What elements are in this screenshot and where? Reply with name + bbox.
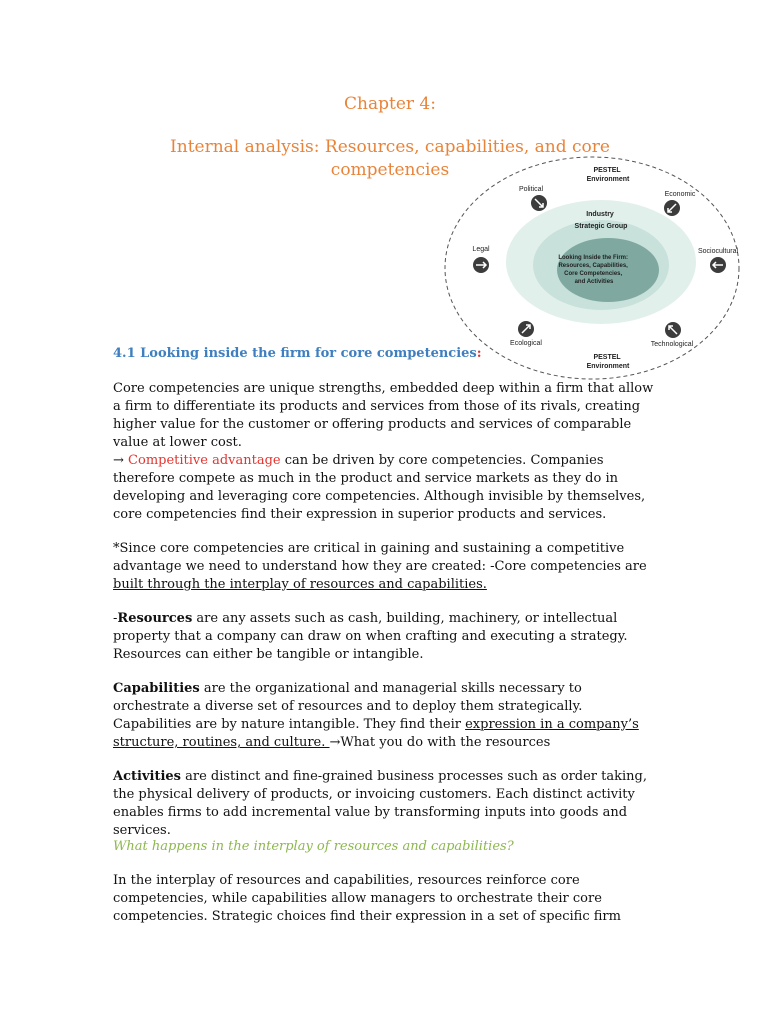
outer-bottom-label-line1: PESTEL — [593, 354, 621, 361]
chapter-subtitle: Internal analysis: Resources, capabilities, and core competencies — [170, 137, 610, 180]
section-heading-text: 4.1 Looking inside the firm for core competencies — [113, 346, 477, 361]
outer-bottom-label-line2: Environment — [586, 363, 630, 370]
capabilities-underlined: expression in a company’s structure, routines, and culture. — [113, 717, 639, 750]
capabilities-paragraph — [113, 680, 658, 752]
factor-legal-label: Legal — [472, 246, 490, 253]
activities-term: Activities — [113, 769, 181, 784]
factor-technological-label: Technological — [650, 341, 694, 348]
resources-term: Resources — [117, 611, 193, 626]
creation-underlined: built through the interplay of resources and capabilities. — [113, 577, 487, 592]
chapter-title: Chapter 4: — [344, 94, 436, 114]
capabilities-text: are the organizational and managerial skills necessary to orchestrate a diverse set of resources and to deploy them strategically. Capabilities are by nature intangible. They find their — [113, 681, 583, 732]
firm-core — [557, 238, 659, 302]
factor-sociocultural-label: Sociocultural — [697, 248, 739, 255]
industry-label-line2: Strategic Group — [574, 223, 628, 230]
core-label-line4: and Activities — [574, 279, 614, 285]
arrow-icon: → — [329, 735, 341, 750]
competitive-advantage-term: Competitive advantage — [128, 453, 281, 468]
section-heading-colon: : — [476, 346, 482, 361]
activities-text: are distinct and fine-grained business processes such as order taking, the physical delivery of products, or invoicing customers. Each distinct activity enables firms to add incremental value by transforming inputs into goods and services. — [113, 769, 647, 838]
competitive-advantage-text: can be driven by core competencies. Companies therefore compete as much in the product and service markets as they do in developing and leveraging core competencies. Although invisible by themselves, core competencies find their expression in superior products and services. — [113, 453, 646, 522]
interplay-question: What happens in the interplay of resources and capabilities? — [113, 839, 514, 854]
factor-ecological-label: Ecological — [510, 340, 542, 347]
pestel-diagram — [444, 155, 768, 393]
activities-paragraph — [113, 768, 658, 840]
creation-text: *Since core competencies are critical in gaining and sustaining a competitive advantage we need to understand how they are created: -Core competencies are — [113, 541, 647, 574]
capabilities-tail: What you do with the resources — [340, 735, 551, 750]
factor-political-label: Political — [518, 186, 544, 193]
core-label-line3: Core Competencies, — [564, 271, 623, 277]
interplay-paragraph: In the interplay of resources and capabilities, resources reinforce core competencies, while capabilities allow managers to orchestrate their core competencies. Strategic choices find their expression in a set of specific firm — [113, 873, 621, 924]
capabilities-term: Capabilities — [113, 681, 200, 696]
section-heading — [113, 346, 482, 361]
core-label-line2: Resources, Capabilities, — [558, 263, 628, 269]
competitive-advantage-paragraph — [113, 452, 658, 524]
outer-top-label-line1: PESTEL — [593, 167, 621, 174]
core-competencies-definition: Core competencies are unique strengths, embedded deep within a firm that allow a firm to differentiate its products and services from those of its rivals, creating higher value for the customer or offering products and services of comparable value at lower cost. — [113, 381, 654, 450]
resources-dash: - — [113, 611, 118, 626]
creation-paragraph — [113, 540, 658, 594]
arrow-icon: → — [113, 453, 124, 468]
industry-label-line1: Industry — [586, 211, 614, 218]
core-label-line1: Looking Inside the Firm: — [558, 255, 628, 261]
outer-top-label-line2: Environment — [586, 176, 630, 183]
resources-paragraph — [113, 610, 658, 664]
pestel-diagram-svg — [444, 155, 768, 393]
resources-text: are any assets such as cash, building, machinery, or intellectual property that a company can draw on when crafting and executing a strategy. Resources can either be tangible or intangible. — [113, 611, 628, 662]
factor-economic-label: Economic — [664, 191, 696, 198]
